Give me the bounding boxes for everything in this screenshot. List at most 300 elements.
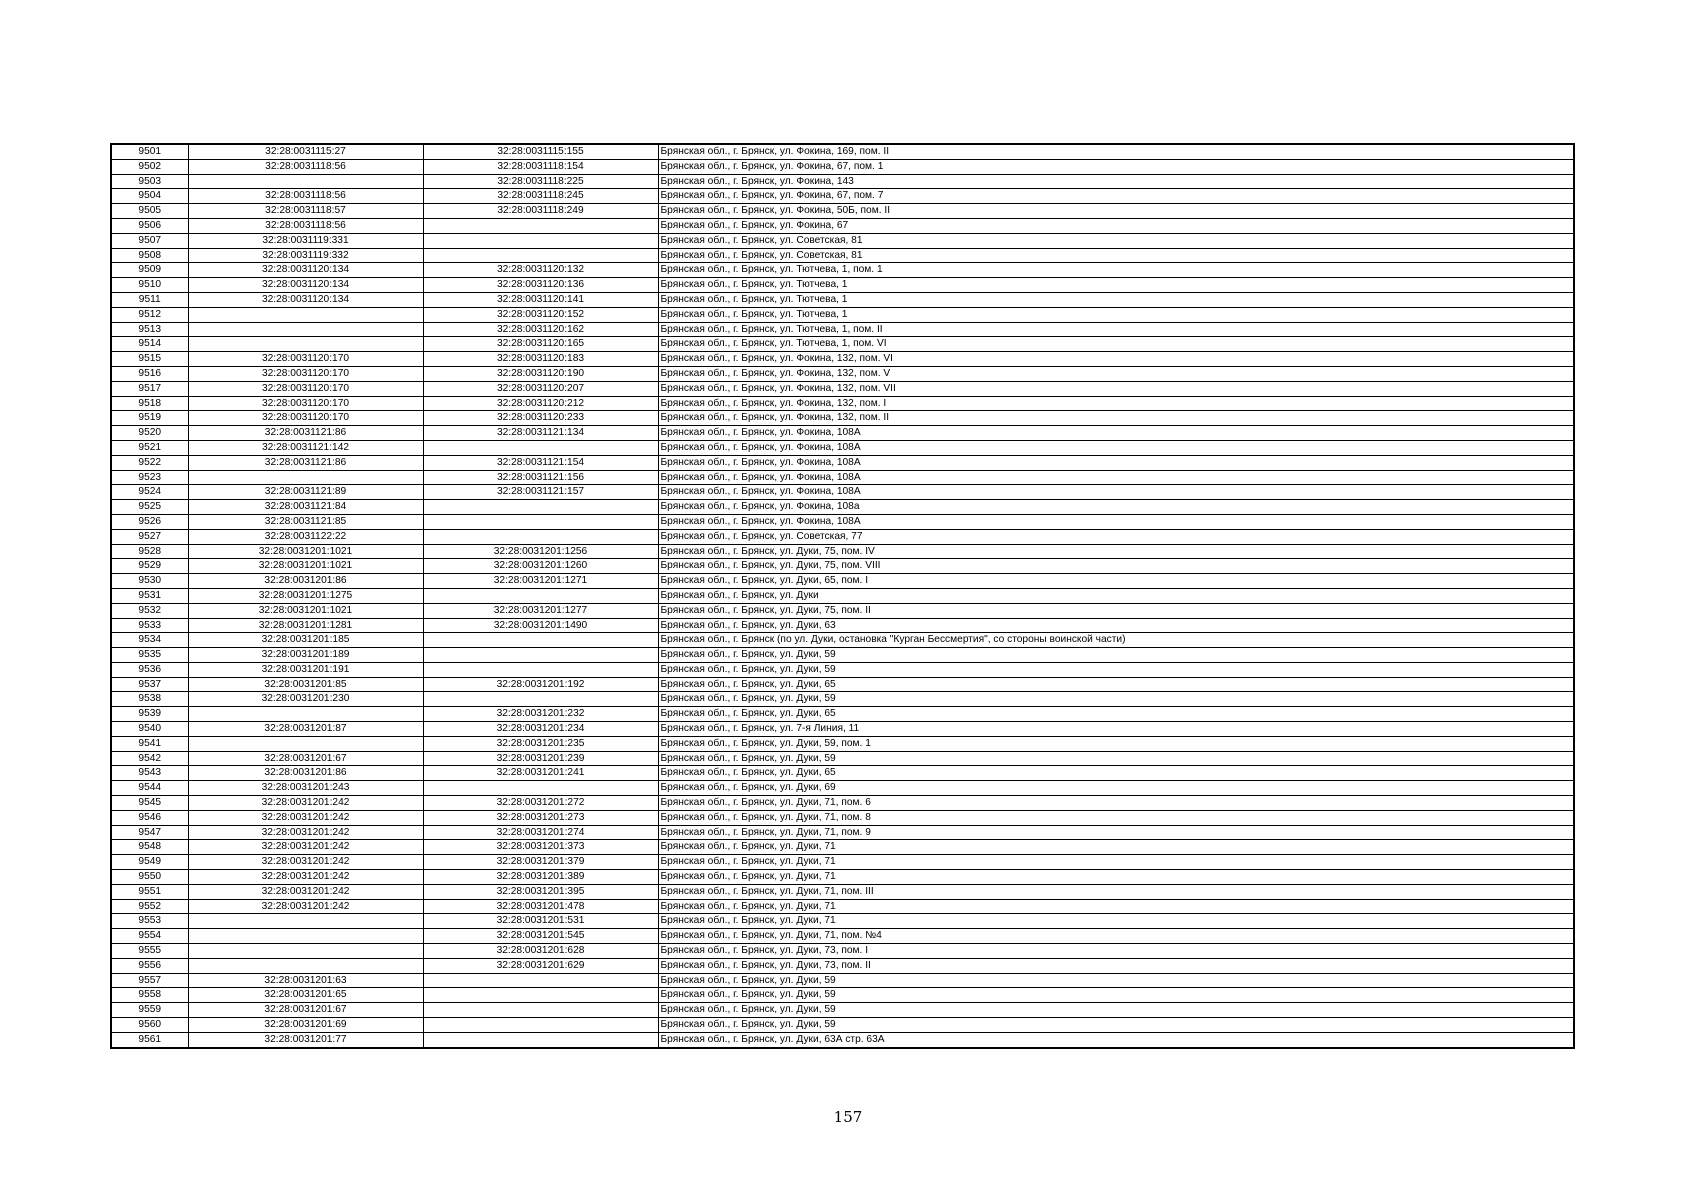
address-cell: Брянская обл., г. Брянск, ул. Фокина, 132, пом. VI bbox=[658, 352, 1574, 367]
table-row bbox=[111, 544, 1574, 559]
object-number-cell: 32:28:0031120:141 bbox=[423, 292, 658, 307]
parcel-number-cell: 32:28:0031201:1021 bbox=[188, 603, 423, 618]
object-number-cell bbox=[423, 529, 658, 544]
row-number-cell: 9528 bbox=[111, 544, 188, 559]
address-cell: Брянская обл., г. Брянск, ул. Дуки, 69 bbox=[658, 781, 1574, 796]
address-cell: Брянская обл., г. Брянск, ул. Тютчева, 1 bbox=[658, 292, 1574, 307]
parcel-number-cell: 32:28:0031201:242 bbox=[188, 796, 423, 811]
parcel-number-cell: 32:28:0031201:1281 bbox=[188, 618, 423, 633]
object-number-cell: 32:28:0031201:239 bbox=[423, 751, 658, 766]
table-row bbox=[111, 248, 1574, 263]
row-number-cell: 9505 bbox=[111, 204, 188, 219]
object-number-cell: 32:28:0031121:157 bbox=[423, 485, 658, 500]
row-number-cell: 9506 bbox=[111, 218, 188, 233]
table-row bbox=[111, 840, 1574, 855]
object-number-cell bbox=[423, 500, 658, 515]
row-number-cell: 9533 bbox=[111, 618, 188, 633]
address-cell: Брянская обл., г. Брянск, ул. Дуки, 65 bbox=[658, 677, 1574, 692]
table-row bbox=[111, 500, 1574, 515]
table-row bbox=[111, 692, 1574, 707]
row-number-cell: 9531 bbox=[111, 588, 188, 603]
address-cell: Брянская обл., г. Брянск, ул. Дуки, 73, пом. II bbox=[658, 958, 1574, 973]
row-number-cell: 9520 bbox=[111, 426, 188, 441]
object-number-cell: 32:28:0031201:1277 bbox=[423, 603, 658, 618]
row-number-cell: 9502 bbox=[111, 159, 188, 174]
parcel-number-cell: 32:28:0031201:1275 bbox=[188, 588, 423, 603]
table-row bbox=[111, 722, 1574, 737]
row-number-cell: 9530 bbox=[111, 574, 188, 589]
object-number-cell: 32:28:0031118:249 bbox=[423, 204, 658, 219]
parcel-number-cell: 32:28:0031201:67 bbox=[188, 751, 423, 766]
parcel-number-cell bbox=[188, 174, 423, 189]
address-cell: Брянская обл., г. Брянск, ул. Дуки, 71, пом. 6 bbox=[658, 796, 1574, 811]
address-cell: Брянская обл., г. Брянск, ул. Дуки, 75, пом. II bbox=[658, 603, 1574, 618]
table-row bbox=[111, 292, 1574, 307]
parcel-number-cell: 32:28:0031118:56 bbox=[188, 189, 423, 204]
object-number-cell bbox=[423, 233, 658, 248]
address-cell: Брянская обл., г. Брянск, ул. Дуки, 59 bbox=[658, 648, 1574, 663]
row-number-cell: 9507 bbox=[111, 233, 188, 248]
row-number-cell: 9549 bbox=[111, 855, 188, 870]
row-number-cell: 9518 bbox=[111, 396, 188, 411]
address-cell: Брянская обл., г. Брянск, ул. Фокина, 132, пом. VII bbox=[658, 381, 1574, 396]
row-number-cell: 9515 bbox=[111, 352, 188, 367]
object-number-cell: 32:28:0031120:183 bbox=[423, 352, 658, 367]
address-cell: Брянская обл., г. Брянск, ул. Дуки, 59 bbox=[658, 692, 1574, 707]
parcel-number-cell: 32:28:0031118:56 bbox=[188, 159, 423, 174]
parcel-number-cell: 32:28:0031118:57 bbox=[188, 204, 423, 219]
row-number-cell: 9527 bbox=[111, 529, 188, 544]
parcel-number-cell: 32:28:0031201:191 bbox=[188, 662, 423, 677]
parcel-number-cell: 32:28:0031121:86 bbox=[188, 426, 423, 441]
row-number-cell: 9508 bbox=[111, 248, 188, 263]
row-number-cell: 9529 bbox=[111, 559, 188, 574]
row-number-cell: 9517 bbox=[111, 381, 188, 396]
object-number-cell bbox=[423, 248, 658, 263]
object-number-cell: 32:28:0031121:154 bbox=[423, 455, 658, 470]
row-number-cell: 9557 bbox=[111, 973, 188, 988]
parcel-number-cell: 32:28:0031201:242 bbox=[188, 825, 423, 840]
parcel-number-cell: 32:28:0031119:332 bbox=[188, 248, 423, 263]
parcel-number-cell: 32:28:0031201:242 bbox=[188, 855, 423, 870]
parcel-number-cell: 32:28:0031201:242 bbox=[188, 899, 423, 914]
row-number-cell: 9512 bbox=[111, 307, 188, 322]
row-number-cell: 9516 bbox=[111, 366, 188, 381]
row-number-cell: 9524 bbox=[111, 485, 188, 500]
table-row bbox=[111, 618, 1574, 633]
address-cell: Брянская обл., г. Брянск, ул. Фокина, 50Б, пом. II bbox=[658, 204, 1574, 219]
table-row bbox=[111, 337, 1574, 352]
row-number-cell: 9543 bbox=[111, 766, 188, 781]
row-number-cell: 9553 bbox=[111, 914, 188, 929]
address-cell: Брянская обл., г. Брянск, ул. Фокина, 169, пом. II bbox=[658, 144, 1574, 159]
object-number-cell bbox=[423, 692, 658, 707]
table-row bbox=[111, 944, 1574, 959]
address-cell: Брянская обл., г. Брянск, ул. Дуки, 59 bbox=[658, 1003, 1574, 1018]
row-number-cell: 9501 bbox=[111, 144, 188, 159]
table-row bbox=[111, 870, 1574, 885]
row-number-cell: 9503 bbox=[111, 174, 188, 189]
object-number-cell: 32:28:0031120:165 bbox=[423, 337, 658, 352]
table-row bbox=[111, 810, 1574, 825]
table-row bbox=[111, 189, 1574, 204]
address-cell: Брянская обл., г. Брянск, ул. Дуки, 71, пом. 8 bbox=[658, 810, 1574, 825]
object-number-cell: 32:28:0031201:1256 bbox=[423, 544, 658, 559]
row-number-cell: 9556 bbox=[111, 958, 188, 973]
table-row bbox=[111, 559, 1574, 574]
table-row bbox=[111, 736, 1574, 751]
row-number-cell: 9519 bbox=[111, 411, 188, 426]
table-row bbox=[111, 648, 1574, 663]
object-number-cell bbox=[423, 662, 658, 677]
table-row bbox=[111, 825, 1574, 840]
parcel-number-cell: 32:28:0031118:56 bbox=[188, 218, 423, 233]
row-number-cell: 9536 bbox=[111, 662, 188, 677]
table-row bbox=[111, 899, 1574, 914]
table-row bbox=[111, 411, 1574, 426]
row-number-cell: 9522 bbox=[111, 455, 188, 470]
table-row bbox=[111, 455, 1574, 470]
parcel-number-cell: 32:28:0031201:67 bbox=[188, 1003, 423, 1018]
object-number-cell: 32:28:0031201:235 bbox=[423, 736, 658, 751]
address-cell: Брянская обл., г. Брянск, ул. Фокина, 108А bbox=[658, 485, 1574, 500]
object-number-cell: 32:28:0031201:1260 bbox=[423, 559, 658, 574]
object-number-cell bbox=[423, 440, 658, 455]
parcel-number-cell: 32:28:0031201:77 bbox=[188, 1032, 423, 1047]
row-number-cell: 9504 bbox=[111, 189, 188, 204]
address-cell: Брянская обл., г. Брянск, ул. Фокина, 67 bbox=[658, 218, 1574, 233]
table-row bbox=[111, 781, 1574, 796]
parcel-number-cell bbox=[188, 958, 423, 973]
table-row bbox=[111, 796, 1574, 811]
address-cell: Брянская обл., г. Брянск, ул. Фокина, 143 bbox=[658, 174, 1574, 189]
row-number-cell: 9523 bbox=[111, 470, 188, 485]
object-number-cell: 32:28:0031201:395 bbox=[423, 884, 658, 899]
object-number-cell: 32:28:0031201:389 bbox=[423, 870, 658, 885]
object-number-cell: 32:28:0031115:155 bbox=[423, 144, 658, 159]
table-row bbox=[111, 603, 1574, 618]
object-number-cell: 32:28:0031120:132 bbox=[423, 263, 658, 278]
row-number-cell: 9510 bbox=[111, 278, 188, 293]
address-cell: Брянская обл., г. Брянск, ул. Фокина, 108А bbox=[658, 514, 1574, 529]
object-number-cell bbox=[423, 1032, 658, 1047]
parcel-number-cell: 32:28:0031120:170 bbox=[188, 366, 423, 381]
table-row bbox=[111, 633, 1574, 648]
object-number-cell: 32:28:0031120:152 bbox=[423, 307, 658, 322]
table-row bbox=[111, 470, 1574, 485]
table-row bbox=[111, 514, 1574, 529]
table-row bbox=[111, 855, 1574, 870]
address-cell: Брянская обл., г. Брянск, ул. Дуки, 71 bbox=[658, 914, 1574, 929]
parcel-number-cell: 32:28:0031201:87 bbox=[188, 722, 423, 737]
table-row bbox=[111, 426, 1574, 441]
object-number-cell: 32:28:0031201:232 bbox=[423, 707, 658, 722]
address-cell: Брянская обл., г. Брянск, ул. Дуки, 71 bbox=[658, 840, 1574, 855]
parcel-number-cell: 32:28:0031201:86 bbox=[188, 574, 423, 589]
table-row bbox=[111, 159, 1574, 174]
table-row bbox=[111, 958, 1574, 973]
table-row bbox=[111, 396, 1574, 411]
address-cell: Брянская обл., г. Брянск, ул. Дуки, 75, пом. IV bbox=[658, 544, 1574, 559]
row-number-cell: 9547 bbox=[111, 825, 188, 840]
table-row bbox=[111, 707, 1574, 722]
parcel-number-cell: 32:28:0031201:242 bbox=[188, 870, 423, 885]
object-number-cell: 32:28:0031201:629 bbox=[423, 958, 658, 973]
address-cell: Брянская обл., г. Брянск, ул. Фокина, 108А bbox=[658, 470, 1574, 485]
row-number-cell: 9559 bbox=[111, 1003, 188, 1018]
row-number-cell: 9555 bbox=[111, 944, 188, 959]
parcel-number-cell: 32:28:0031120:170 bbox=[188, 352, 423, 367]
address-cell: Брянская обл., г. Брянск, ул. Советская, 81 bbox=[658, 248, 1574, 263]
table-row bbox=[111, 1003, 1574, 1018]
address-cell: Брянская обл., г. Брянск, ул. Дуки, 65, пом. I bbox=[658, 574, 1574, 589]
parcel-number-cell: 32:28:0031201:242 bbox=[188, 810, 423, 825]
table-row bbox=[111, 988, 1574, 1003]
table-row bbox=[111, 381, 1574, 396]
parcel-number-cell: 32:28:0031201:1021 bbox=[188, 559, 423, 574]
parcel-number-cell bbox=[188, 707, 423, 722]
row-number-cell: 9521 bbox=[111, 440, 188, 455]
row-number-cell: 9541 bbox=[111, 736, 188, 751]
object-number-cell bbox=[423, 633, 658, 648]
object-number-cell: 32:28:0031120:233 bbox=[423, 411, 658, 426]
row-number-cell: 9532 bbox=[111, 603, 188, 618]
object-number-cell: 32:28:0031201:1271 bbox=[423, 574, 658, 589]
parcel-number-cell: 32:28:0031121:89 bbox=[188, 485, 423, 500]
parcel-number-cell bbox=[188, 307, 423, 322]
object-number-cell: 32:28:0031201:241 bbox=[423, 766, 658, 781]
address-cell: Брянская обл., г. Брянск, ул. Фокина, 132, пом. I bbox=[658, 396, 1574, 411]
address-cell: Брянская обл., г. Брянск, ул. Тютчева, 1, пом. II bbox=[658, 322, 1574, 337]
row-number-cell: 9526 bbox=[111, 514, 188, 529]
table-row bbox=[111, 588, 1574, 603]
parcel-number-cell bbox=[188, 914, 423, 929]
address-cell: Брянская обл., г. Брянск, ул. Дуки, 71, пом. III bbox=[658, 884, 1574, 899]
address-cell: Брянская обл., г. Брянск, ул. Советская, 81 bbox=[658, 233, 1574, 248]
row-number-cell: 9554 bbox=[111, 929, 188, 944]
address-cell: Брянская обл., г. Брянск, ул. Дуки, 59 bbox=[658, 973, 1574, 988]
address-cell: Брянская обл., г. Брянск, ул. Дуки, 71, пом. №4 bbox=[658, 929, 1574, 944]
parcel-number-cell: 32:28:0031201:242 bbox=[188, 840, 423, 855]
row-number-cell: 9560 bbox=[111, 1018, 188, 1033]
parcel-number-cell bbox=[188, 322, 423, 337]
parcel-number-cell: 32:28:0031201:1021 bbox=[188, 544, 423, 559]
table-row bbox=[111, 914, 1574, 929]
row-number-cell: 9511 bbox=[111, 292, 188, 307]
object-number-cell: 32:28:0031201:1490 bbox=[423, 618, 658, 633]
table-row bbox=[111, 574, 1574, 589]
parcel-number-cell: 32:28:0031120:134 bbox=[188, 292, 423, 307]
object-number-cell bbox=[423, 588, 658, 603]
address-cell: Брянская обл., г. Брянск, ул. Фокина, 108А bbox=[658, 426, 1574, 441]
row-number-cell: 9550 bbox=[111, 870, 188, 885]
table-row bbox=[111, 929, 1574, 944]
parcel-number-cell: 32:28:0031201:69 bbox=[188, 1018, 423, 1033]
object-number-cell: 32:28:0031201:274 bbox=[423, 825, 658, 840]
row-number-cell: 9544 bbox=[111, 781, 188, 796]
parcel-number-cell: 32:28:0031120:170 bbox=[188, 411, 423, 426]
row-number-cell: 9538 bbox=[111, 692, 188, 707]
object-number-cell: 32:28:0031201:234 bbox=[423, 722, 658, 737]
address-cell: Брянская обл., г. Брянск, ул. Тютчева, 1, пом. 1 bbox=[658, 263, 1574, 278]
address-cell: Брянская обл., г. Брянск, ул. Фокина, 132, пом. II bbox=[658, 411, 1574, 426]
row-number-cell: 9509 bbox=[111, 263, 188, 278]
parcel-number-cell: 32:28:0031201:242 bbox=[188, 884, 423, 899]
table-row bbox=[111, 1018, 1574, 1033]
parcel-number-cell: 32:28:0031121:84 bbox=[188, 500, 423, 515]
object-number-cell bbox=[423, 781, 658, 796]
object-number-cell bbox=[423, 973, 658, 988]
parcel-number-cell: 32:28:0031120:170 bbox=[188, 381, 423, 396]
address-cell: Брянская обл., г. Брянск, ул. Дуки, 59 bbox=[658, 662, 1574, 677]
row-number-cell: 9542 bbox=[111, 751, 188, 766]
parcel-number-cell: 32:28:0031121:85 bbox=[188, 514, 423, 529]
parcel-number-cell: 32:28:0031201:65 bbox=[188, 988, 423, 1003]
object-number-cell bbox=[423, 988, 658, 1003]
table-row bbox=[111, 884, 1574, 899]
address-cell: Брянская обл., г. Брянск, ул. Фокина, 108А bbox=[658, 440, 1574, 455]
object-number-cell: 32:28:0031120:207 bbox=[423, 381, 658, 396]
table-row bbox=[111, 352, 1574, 367]
row-number-cell: 9534 bbox=[111, 633, 188, 648]
parcel-number-cell: 32:28:0031201:85 bbox=[188, 677, 423, 692]
object-number-cell bbox=[423, 218, 658, 233]
table-row bbox=[111, 529, 1574, 544]
address-cell: Брянская обл., г. Брянск, ул. Дуки, 71, пом. 9 bbox=[658, 825, 1574, 840]
parcel-number-cell bbox=[188, 736, 423, 751]
row-number-cell: 9551 bbox=[111, 884, 188, 899]
row-number-cell: 9514 bbox=[111, 337, 188, 352]
address-cell: Брянская обл., г. Брянск (по ул. Дуки, остановка "Курган Бессмертия", со стороны воинской части) bbox=[658, 633, 1574, 648]
row-number-cell: 9558 bbox=[111, 988, 188, 1003]
parcel-number-cell: 32:28:0031201:185 bbox=[188, 633, 423, 648]
address-cell: Брянская обл., г. Брянск, ул. Дуки, 65 bbox=[658, 707, 1574, 722]
table-row bbox=[111, 662, 1574, 677]
parcel-number-cell: 32:28:0031201:243 bbox=[188, 781, 423, 796]
row-number-cell: 9537 bbox=[111, 677, 188, 692]
object-number-cell: 32:28:0031118:154 bbox=[423, 159, 658, 174]
address-cell: Брянская обл., г. Брянск, ул. Дуки, 63А стр. 63А bbox=[658, 1032, 1574, 1047]
parcel-number-cell bbox=[188, 929, 423, 944]
table-row bbox=[111, 440, 1574, 455]
parcel-number-cell bbox=[188, 944, 423, 959]
object-number-cell: 32:28:0031120:212 bbox=[423, 396, 658, 411]
parcel-number-cell: 32:28:0031122:22 bbox=[188, 529, 423, 544]
object-number-cell bbox=[423, 514, 658, 529]
row-number-cell: 9525 bbox=[111, 500, 188, 515]
object-number-cell: 32:28:0031118:225 bbox=[423, 174, 658, 189]
parcel-number-cell: 32:28:0031201:63 bbox=[188, 973, 423, 988]
object-number-cell: 32:28:0031201:545 bbox=[423, 929, 658, 944]
address-cell: Брянская обл., г. Брянск, ул. Фокина, 108А bbox=[658, 455, 1574, 470]
address-cell: Брянская обл., г. Брянск, ул. Фокина, 67, пом. 7 bbox=[658, 189, 1574, 204]
table-row bbox=[111, 322, 1574, 337]
address-cell: Брянская обл., г. Брянск, ул. Дуки, 75, пом. VIII bbox=[658, 559, 1574, 574]
parcel-number-cell: 32:28:0031120:134 bbox=[188, 263, 423, 278]
parcel-number-cell bbox=[188, 337, 423, 352]
table-row bbox=[111, 233, 1574, 248]
object-number-cell: 32:28:0031201:192 bbox=[423, 677, 658, 692]
address-cell: Брянская обл., г. Брянск, ул. Тютчева, 1, пом. VI bbox=[658, 337, 1574, 352]
object-number-cell: 32:28:0031118:245 bbox=[423, 189, 658, 204]
parcel-number-cell: 32:28:0031115:27 bbox=[188, 144, 423, 159]
object-number-cell: 32:28:0031201:379 bbox=[423, 855, 658, 870]
records-table-body bbox=[111, 144, 1574, 1048]
address-cell: Брянская обл., г. Брянск, ул. Фокина, 132, пом. V bbox=[658, 366, 1574, 381]
row-number-cell: 9546 bbox=[111, 810, 188, 825]
table-row bbox=[111, 751, 1574, 766]
object-number-cell: 32:28:0031120:136 bbox=[423, 278, 658, 293]
address-cell: Брянская обл., г. Брянск, ул. 7-я Линия, 11 bbox=[658, 722, 1574, 737]
table-row bbox=[111, 174, 1574, 189]
object-number-cell: 32:28:0031201:478 bbox=[423, 899, 658, 914]
parcel-number-cell: 32:28:0031119:331 bbox=[188, 233, 423, 248]
address-cell: Брянская обл., г. Брянск, ул. Дуки, 63 bbox=[658, 618, 1574, 633]
address-cell: Брянская обл., г. Брянск, ул. Дуки, 59 bbox=[658, 988, 1574, 1003]
object-number-cell: 32:28:0031201:373 bbox=[423, 840, 658, 855]
object-number-cell bbox=[423, 648, 658, 663]
table-row bbox=[111, 485, 1574, 500]
row-number-cell: 9545 bbox=[111, 796, 188, 811]
address-cell: Брянская обл., г. Брянск, ул. Тютчева, 1 bbox=[658, 307, 1574, 322]
table-row bbox=[111, 1032, 1574, 1047]
parcel-number-cell bbox=[188, 470, 423, 485]
row-number-cell: 9561 bbox=[111, 1032, 188, 1047]
object-number-cell: 32:28:0031201:273 bbox=[423, 810, 658, 825]
address-cell: Брянская обл., г. Брянск, ул. Дуки, 59 bbox=[658, 751, 1574, 766]
address-cell: Брянская обл., г. Брянск, ул. Тютчева, 1 bbox=[658, 278, 1574, 293]
address-cell: Брянская обл., г. Брянск, ул. Дуки bbox=[658, 588, 1574, 603]
row-number-cell: 9539 bbox=[111, 707, 188, 722]
address-cell: Брянская обл., г. Брянск, ул. Дуки, 59 bbox=[658, 1018, 1574, 1033]
object-number-cell bbox=[423, 1003, 658, 1018]
table-row bbox=[111, 766, 1574, 781]
parcel-number-cell: 32:28:0031201:86 bbox=[188, 766, 423, 781]
records-table bbox=[110, 143, 1575, 1049]
table-row bbox=[111, 973, 1574, 988]
row-number-cell: 9540 bbox=[111, 722, 188, 737]
parcel-number-cell: 32:28:0031201:189 bbox=[188, 648, 423, 663]
address-cell: Брянская обл., г. Брянск, ул. Дуки, 71 bbox=[658, 870, 1574, 885]
address-cell: Брянская обл., г. Брянск, ул. Дуки, 59, пом. 1 bbox=[658, 736, 1574, 751]
parcel-number-cell: 32:28:0031121:142 bbox=[188, 440, 423, 455]
object-number-cell: 32:28:0031120:162 bbox=[423, 322, 658, 337]
table-row bbox=[111, 218, 1574, 233]
page-number: 157 bbox=[833, 1108, 863, 1126]
table-row bbox=[111, 263, 1574, 278]
parcel-number-cell: 32:28:0031120:134 bbox=[188, 278, 423, 293]
object-number-cell: 32:28:0031120:190 bbox=[423, 366, 658, 381]
object-number-cell: 32:28:0031121:156 bbox=[423, 470, 658, 485]
row-number-cell: 9535 bbox=[111, 648, 188, 663]
table-row bbox=[111, 366, 1574, 381]
address-cell: Брянская обл., г. Брянск, ул. Советская, 77 bbox=[658, 529, 1574, 544]
parcel-number-cell: 32:28:0031121:86 bbox=[188, 455, 423, 470]
object-number-cell: 32:28:0031121:134 bbox=[423, 426, 658, 441]
row-number-cell: 9513 bbox=[111, 322, 188, 337]
object-number-cell: 32:28:0031201:531 bbox=[423, 914, 658, 929]
address-cell: Брянская обл., г. Брянск, ул. Дуки, 65 bbox=[658, 766, 1574, 781]
address-cell: Брянская обл., г. Брянск, ул. Дуки, 73, пом. I bbox=[658, 944, 1574, 959]
table-row bbox=[111, 677, 1574, 692]
object-number-cell bbox=[423, 1018, 658, 1033]
row-number-cell: 9552 bbox=[111, 899, 188, 914]
object-number-cell: 32:28:0031201:272 bbox=[423, 796, 658, 811]
parcel-number-cell: 32:28:0031201:230 bbox=[188, 692, 423, 707]
table-row bbox=[111, 204, 1574, 219]
address-cell: Брянская обл., г. Брянск, ул. Дуки, 71 bbox=[658, 899, 1574, 914]
table-row bbox=[111, 278, 1574, 293]
